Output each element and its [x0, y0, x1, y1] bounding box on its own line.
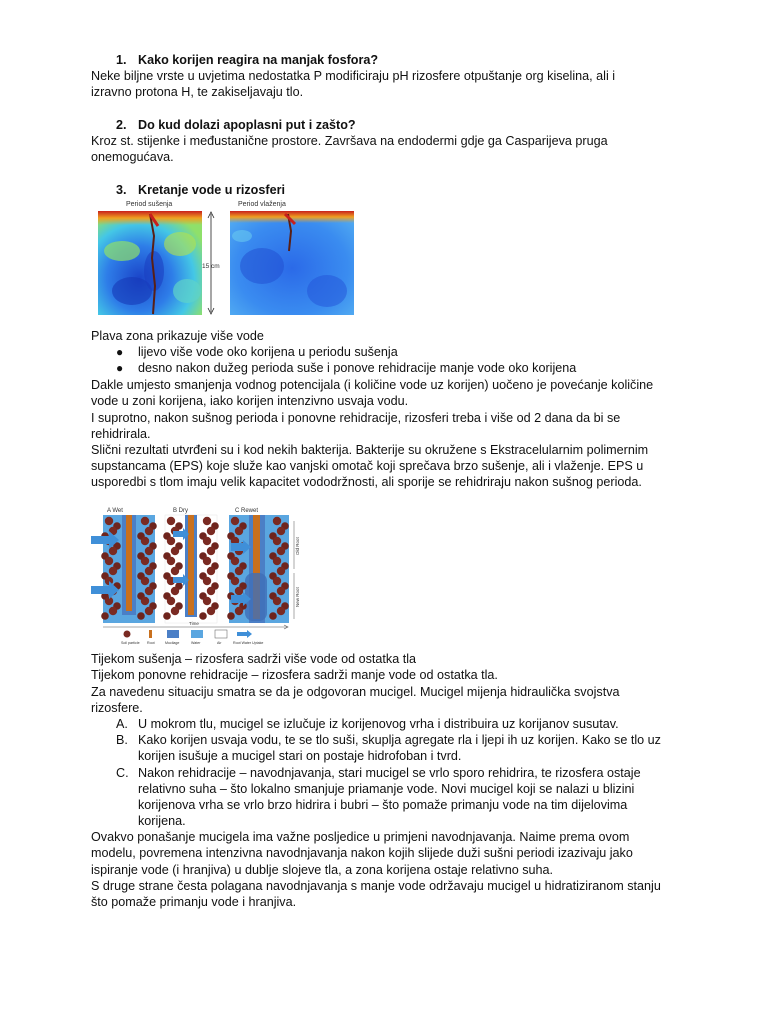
soil-particle	[277, 547, 285, 555]
soil-particle	[203, 557, 211, 565]
q1-number: 1.	[116, 53, 127, 67]
paragraph-line: modelu, povremena intenzivna navodnjavanja nakon kojih slijede duži sušni periodi izazivaju jako	[91, 846, 633, 860]
bullet-dot: ●	[116, 345, 124, 359]
list-letter-b: B.	[116, 733, 128, 747]
soil-particle	[235, 607, 243, 615]
paragraph-line: Dakle umjesto smanjenja vodnog potencijala (i količine vode uz korijen) uočeno je povećanje količine	[91, 378, 654, 392]
paragraph-line: Ovakvo ponašanje mucigela ima važne posljedice u primjeni navodnjavanja. Naime prema ovom	[91, 830, 630, 844]
soil-particle	[207, 527, 215, 535]
scale-bar	[202, 212, 220, 314]
soil-particle	[171, 547, 179, 555]
soil-particle	[269, 612, 277, 620]
side-labels	[294, 521, 300, 619]
soil-moisture-figure	[92, 196, 360, 320]
soil-particle	[273, 557, 281, 565]
list-letter-c: C.	[116, 766, 129, 780]
soil-particle	[167, 517, 175, 525]
list-letter-a: A.	[116, 717, 128, 731]
legend-soil-label: Soil particle	[121, 641, 140, 645]
soil-particle	[273, 537, 281, 545]
soil-particle	[207, 587, 215, 595]
soil-particle	[207, 547, 215, 555]
paragraph-line: Tijekom sušenja – rizosfera sadrži više vode od ostatka tla	[91, 652, 417, 666]
soil-particle	[203, 537, 211, 545]
list-item-line: Nakon rehidracije – navodnjavanja, stari mucigel se vrlo sporo rehidrira, te rizosfera ostaje	[138, 766, 641, 780]
soil-particle	[141, 597, 149, 605]
soil-particle	[167, 597, 175, 605]
soil-particle	[277, 587, 285, 595]
paragraph-line: supstancama (EPS) koje služe kao vanjski omotač koji sprečava brzo sušenje, ali i vlaženje. EPS u	[91, 459, 644, 473]
list-item-line: korijenova vrha se vrlo brzo hidrira i bubri – što pomaže primanju vode na tim dijelovima	[138, 798, 628, 812]
q3-number: 3.	[116, 183, 127, 197]
paragraph-line: rehidrirala.	[91, 427, 151, 441]
soil-particle	[137, 612, 145, 620]
q2-answer-line: Kroz st. stijenke i međustanične prostore. Završava na endodermi gdje ga Casparijeva pruga	[91, 134, 608, 148]
paragraph-line: ispiranje vode (i hranjiva) u dublje slojeve tla, a zona korijena ostaje relativno suha.	[91, 863, 554, 877]
q1-title: Kako korijen reagira na manjak fosfora?	[138, 53, 379, 67]
soil-particle	[105, 517, 113, 525]
soil-particle	[167, 537, 175, 545]
paragraph-line: rizosfere.	[91, 701, 143, 715]
bullet-item: lijevo više vode oko korijena u periodu sušenja	[138, 345, 398, 359]
soil-particle	[101, 612, 109, 620]
soil-particle	[227, 612, 235, 620]
time-label: Time	[189, 621, 199, 626]
soil-particle	[145, 547, 153, 555]
list-item-line: relativno suha – što lokalno smanjuje priamanje vode. Novi mucigel koji se nalazi u blizini	[138, 782, 635, 796]
soil-particle	[203, 517, 211, 525]
paragraph-line: što pomaže primanju vode i hranjiva.	[91, 895, 297, 909]
paragraph-line: Slični rezultati utvrđeni su i kod nekih bakterija. Bakterije su okružene s Ekstracelularnim polimernim	[91, 443, 649, 457]
legend-root-label: Root	[147, 641, 155, 645]
paragraph-line: Za navedenu situaciju smatra se da je odgovoran mucigel. Mucigel mijenja hidraulička svojstva	[91, 685, 620, 699]
soil-particle	[207, 607, 215, 615]
paragraph-line: S druge strane česta polagana navodnjavanja s manje vode održavaju mucigel u hidratiziranom stanju	[91, 879, 661, 893]
legend-mucilage-label: Mucilage	[165, 641, 180, 645]
soil-particle	[145, 567, 153, 575]
soil-particle	[231, 557, 239, 565]
legend-air-swatch	[215, 630, 227, 638]
soil-particle	[199, 612, 207, 620]
bullet-dot: ●	[116, 361, 124, 375]
soil-particle	[273, 577, 281, 585]
legend-root-swatch	[149, 630, 152, 638]
soil-particle	[145, 527, 153, 535]
panel-a-label: A Wet	[107, 508, 123, 514]
q2-number: 2.	[116, 118, 127, 132]
panel-c-label: C Rewet	[235, 508, 259, 514]
soil-particle	[235, 527, 243, 535]
scale-label: 15 cm	[202, 263, 220, 270]
soil-particle	[167, 557, 175, 565]
soil-particle	[145, 607, 153, 615]
wetting-period-map	[230, 211, 354, 315]
soil-particle	[141, 577, 149, 585]
soil-particle	[235, 567, 243, 575]
soil-particle	[163, 612, 171, 620]
q3-title: Kretanje vode u rizosferi	[138, 183, 285, 197]
paragraph-line: I suprotno, nakon sušnog perioda i ponovne rehidracije, rizosferi treba i više od 2 dana da bi se	[91, 411, 621, 425]
soil-particle	[235, 587, 243, 595]
soil-particle	[171, 607, 179, 615]
soil-particle	[273, 597, 281, 605]
legend-water-label: Water	[191, 641, 201, 645]
legend-uptake-label: Root Water Uptake	[233, 641, 264, 645]
legend-water-swatch	[191, 630, 203, 638]
fig1-label-left: Period sušenja	[126, 201, 173, 208]
paragraph-line: Tijekom ponovne rehidracije – rizosfera sadrži manje vode od ostatka tla.	[91, 668, 498, 682]
soil-particle	[109, 547, 117, 555]
soil-particle	[171, 587, 179, 595]
soil-particle	[109, 607, 117, 615]
paragraph-line: vode u zoni korijena, iako korijen intenzivno usvaja vodu.	[91, 394, 409, 408]
soil-particle	[141, 537, 149, 545]
soil-particle	[207, 567, 215, 575]
legend-uptake-swatch	[237, 630, 252, 638]
drying-period-map	[98, 211, 202, 315]
soil-particle	[273, 517, 281, 525]
legend-soil-swatch	[124, 631, 131, 638]
soil-particle	[105, 557, 113, 565]
soil-particle	[203, 577, 211, 585]
list-item-line: Kako korijen usvaja vodu, te se tlo suši, skuplja agregate rla i ljepi ih uz korijen. Kako se tlo uz	[138, 733, 661, 747]
q2-title: Do kud dolazi apoplasni put i zašto?	[138, 118, 356, 132]
legend-air-label: Air	[217, 641, 222, 645]
diagram-legend	[121, 630, 263, 645]
soil-particle	[203, 597, 211, 605]
fig1-label-right: Period vlaženja	[238, 201, 286, 208]
soil-particle	[171, 567, 179, 575]
new-root-label: New Root	[295, 587, 300, 607]
mucilage-diagram	[91, 503, 303, 649]
soil-particle	[277, 567, 285, 575]
panel-b-label: B Dry	[173, 508, 188, 514]
q2-answer-line: onemogućava.	[91, 150, 174, 164]
soil-particle	[231, 577, 239, 585]
q1-answer-line: Neke biljne vrste u uvjetima nedostatka P modificiraju pH rizosfere otpuštanje org kiselina, ali i	[91, 69, 616, 83]
paragraph-line: usporedbi s tlom imaju velik kapacitet vododržnosti, ali sporije se rehidriraju nakon sušnog perioda.	[91, 475, 642, 489]
soil-particle	[141, 517, 149, 525]
legend-mucilage-swatch	[167, 630, 179, 638]
soil-particle	[145, 587, 153, 595]
soil-particle	[109, 567, 117, 575]
soil-particle	[277, 607, 285, 615]
list-item-line: U mokrom tlu, mucigel se izlučuje iz korijenovog vrha i distribuira uz korijanov susutav.	[138, 717, 619, 731]
bullet-item: desno nakon dužeg perioda suše i ponove rehidracije manje vode oko korijena	[138, 361, 577, 375]
old-root-label: Old Root	[295, 537, 300, 555]
soil-particle	[277, 527, 285, 535]
soil-particle	[141, 557, 149, 565]
section-intro: Plava zona prikazuje više vode	[91, 329, 264, 343]
soil-particle	[231, 517, 239, 525]
list-item-line: korijen isušuje a mucigel stari on postaje hidrofoban i tvrd.	[138, 749, 462, 763]
q1-answer-line: izravno protona H, te zakiseljavaju tlo.	[91, 85, 304, 99]
list-item-line: korijena.	[138, 814, 186, 828]
